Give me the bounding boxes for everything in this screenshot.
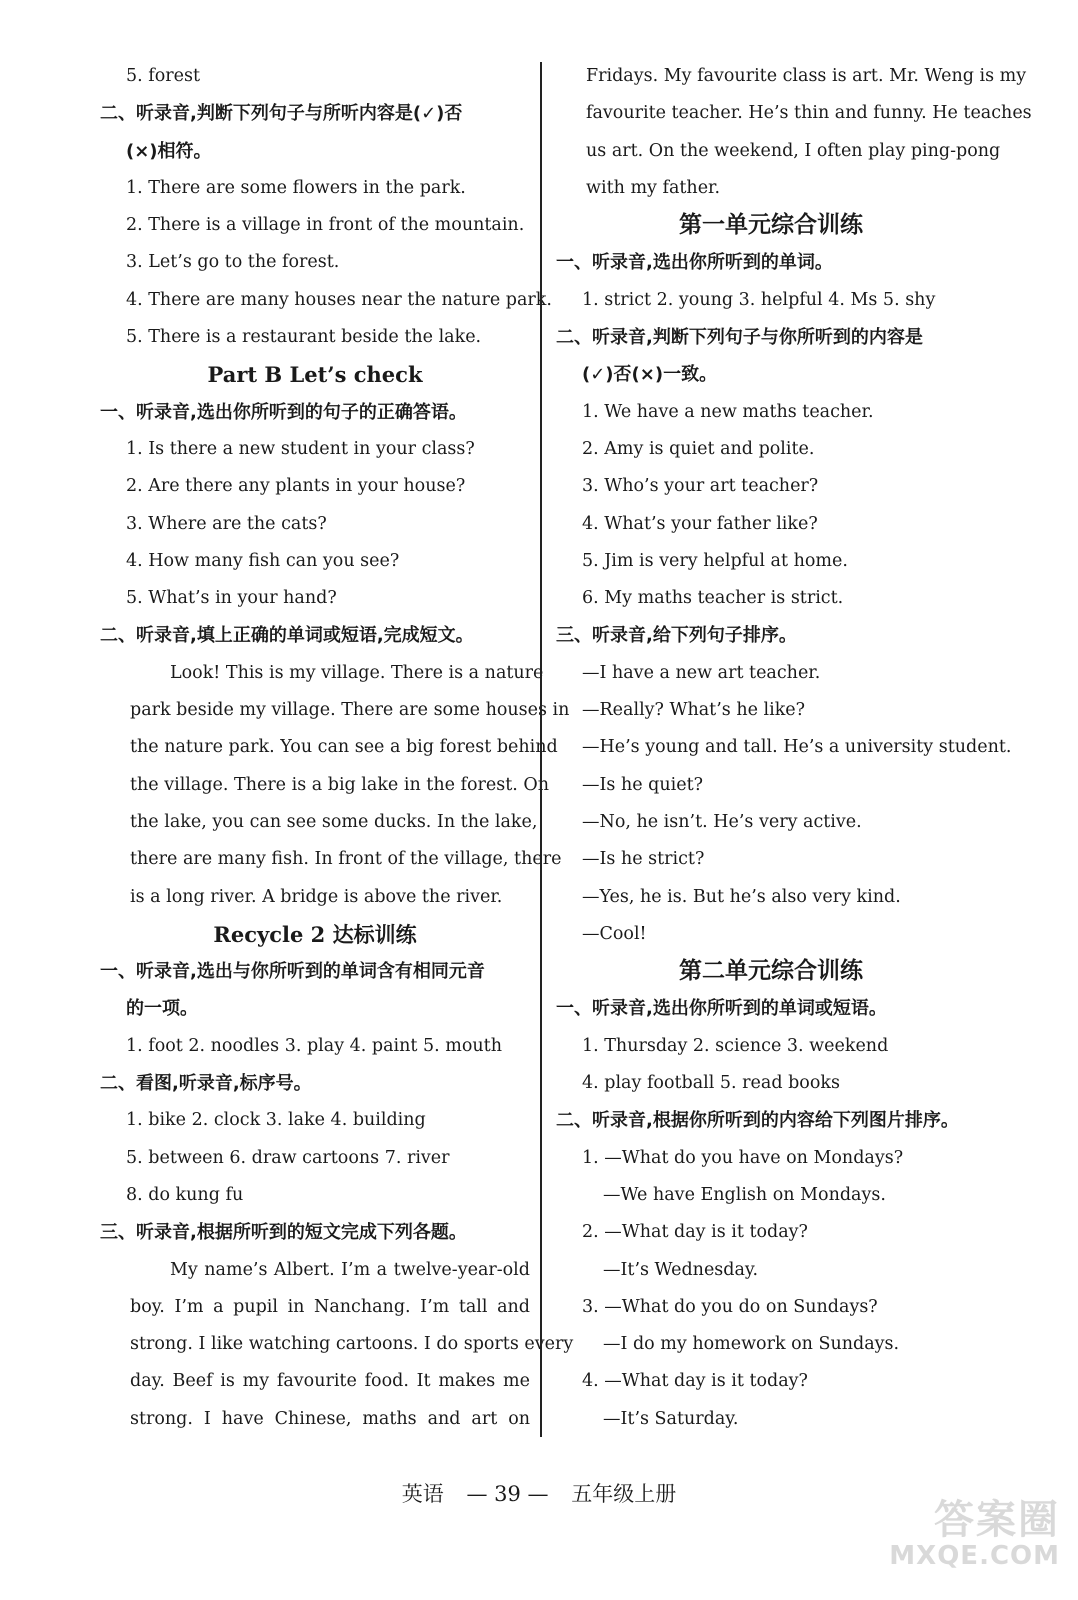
section-heading: 一、听录音,选出你所听到的句子的正确答语。 [100, 401, 467, 423]
list-item: —We have English on Mondays. [603, 1184, 886, 1205]
list-item: 8. do kung fu [126, 1184, 244, 1205]
section-title: 第一单元综合训练 [679, 212, 863, 239]
list-item: 1. bike 2. clock 3. lake 4. building [126, 1110, 426, 1131]
right-column [556, 58, 1032, 1438]
list-item: —It’s Saturday. [603, 1408, 739, 1429]
list-item: 1. Thursday 2. science 3. weekend [582, 1035, 889, 1056]
paragraph-line: park beside my village. There are some houses in [130, 700, 570, 721]
list-item: 3. —What do you do on Sundays? [582, 1296, 878, 1317]
paragraph-line: strong. I have Chinese, maths and art on [130, 1408, 530, 1429]
list-item: 2. —What day is it today? [582, 1222, 808, 1243]
list-item: 1. —What do you have on Mondays? [582, 1147, 904, 1168]
section-title: 第二单元综合训练 [679, 958, 863, 985]
list-item: —It’s Wednesday. [603, 1259, 759, 1280]
section-heading: 二、听录音,判断下列句子与你所听到的内容是 [556, 327, 923, 349]
section-heading: (✓)否(×)一致。 [582, 364, 718, 386]
list-item: —Yes, he is. But he’s also very kind. [582, 886, 901, 907]
section-heading: 一、听录音,选出与你所听到的单词含有相同元音 [100, 961, 485, 983]
list-item: 2. There is a village in front of the mountain. [126, 215, 525, 236]
section-heading: 三、听录音,根据所听到的短文完成下列各题。 [100, 1222, 467, 1244]
paragraph-line: strong. I like watching cartoons. I do sports every [130, 1334, 574, 1355]
section-heading: 二、听录音,填上正确的单词或短语,完成短文。 [100, 625, 474, 647]
list-item: 5. between 6. draw cartoons 7. river [126, 1147, 450, 1168]
list-item: 5. Jim is very helpful at home. [582, 550, 848, 571]
list-item: 3. Where are the cats? [126, 513, 327, 534]
list-item: —Really? What’s he like? [582, 700, 806, 721]
list-item: 5. What’s in your hand? [126, 588, 337, 609]
section-heading: 一、听录音,选出你所听到的单词或短语。 [556, 998, 887, 1020]
list-item: 3. Who’s your art teacher? [582, 476, 819, 497]
section-title: Part B Let’s check [207, 362, 423, 388]
list-item: —Is he strict? [582, 849, 705, 870]
section-heading: (×)相符。 [126, 140, 212, 162]
list-item: —I do my homework on Sundays. [603, 1334, 900, 1355]
list-item: 4. What’s your father like? [582, 513, 818, 534]
paragraph-line: with my father. [586, 177, 721, 198]
list-item: 2. Amy is quiet and polite. [582, 438, 815, 459]
list-item: 1. Is there a new student in your class? [126, 438, 475, 459]
list-item: —I have a new art teacher. [582, 662, 821, 683]
list-item: —No, he isn’t. He’s very active. [582, 811, 862, 832]
paragraph-line: My name’s Albert. I’m a twelve-year-old [170, 1259, 530, 1280]
column-divider [540, 62, 542, 1437]
paragraph-line: favourite teacher. He’s thin and funny. He teaches [586, 103, 1032, 124]
list-item: —He’s young and tall. He’s a university student. [582, 737, 1012, 758]
section-heading: 二、听录音,判断下列句子与所听内容是(✓)否 [100, 103, 463, 125]
paragraph-line: the village. There is a big lake in the forest. On [130, 774, 550, 795]
paragraph-line: the nature park. You can see a big forest behind [130, 737, 558, 758]
footer-grade: 五年级上册 [571, 1482, 677, 1506]
footer-page-number: — 39 — [466, 1482, 549, 1506]
list-item: 2. Are there any plants in your house? [126, 476, 466, 497]
list-item: —Is he quiet? [582, 774, 703, 795]
watermark-logo [889, 1488, 1060, 1571]
list-item: 1. foot 2. noodles 3. play 4. paint 5. mouth [126, 1035, 502, 1056]
watermark-en: MXQE.COM [889, 1541, 1060, 1571]
section-heading: 二、看图,听录音,标序号。 [100, 1073, 312, 1095]
section-heading: 三、听录音,给下列句子排序。 [556, 625, 797, 647]
paragraph-line: day. Beef is my favourite food. It makes me [130, 1371, 530, 1392]
list-item: 1. There are some flowers in the park. [126, 177, 466, 198]
paragraph-line: the lake, you can see some ducks. In the lake, [130, 811, 538, 832]
paragraph-line: Fridays. My favourite class is art. Mr. Weng is my [586, 66, 1027, 86]
paragraph-line: there are many fish. In front of the village, there [130, 849, 562, 870]
left-column [100, 58, 574, 1438]
list-item: 4. How many fish can you see? [126, 550, 400, 571]
paragraph-line: us art. On the weekend, I often play ping-pong [586, 140, 1001, 161]
footer-subject: 英语 [401, 1482, 444, 1506]
watermark-cn: 答案圈 [934, 1497, 1060, 1543]
section-heading: 的一项。 [126, 998, 198, 1020]
paragraph-line: is a long river. A bridge is above the river. [130, 886, 503, 907]
section-title: Recycle 2 达标训练 [213, 921, 417, 947]
section-heading: 一、听录音,选出你所听到的单词。 [556, 252, 833, 274]
section-heading: 二、听录音,根据你所听到的内容给下列图片排序。 [556, 1110, 959, 1132]
list-item: 5. There is a restaurant beside the lake. [126, 327, 482, 348]
list-item: 4. —What day is it today? [582, 1371, 808, 1392]
list-item: 4. There are many houses near the nature park. [126, 289, 552, 310]
list-item: 5. forest [126, 66, 201, 86]
list-item: 1. strict 2. young 3. helpful 4. Ms 5. shy [582, 289, 936, 310]
list-item: 4. play football 5. read books [582, 1073, 840, 1094]
list-item: 3. Let’s go to the forest. [126, 252, 340, 273]
list-item: 1. We have a new maths teacher. [582, 401, 874, 422]
paragraph-line: boy. I’m a pupil in Nanchang. I’m tall and [130, 1296, 530, 1317]
paragraph-line: Look! This is my village. There is a nature [170, 662, 544, 683]
list-item: 6. My maths teacher is strict. [582, 588, 844, 609]
list-item: —Cool! [582, 923, 647, 944]
